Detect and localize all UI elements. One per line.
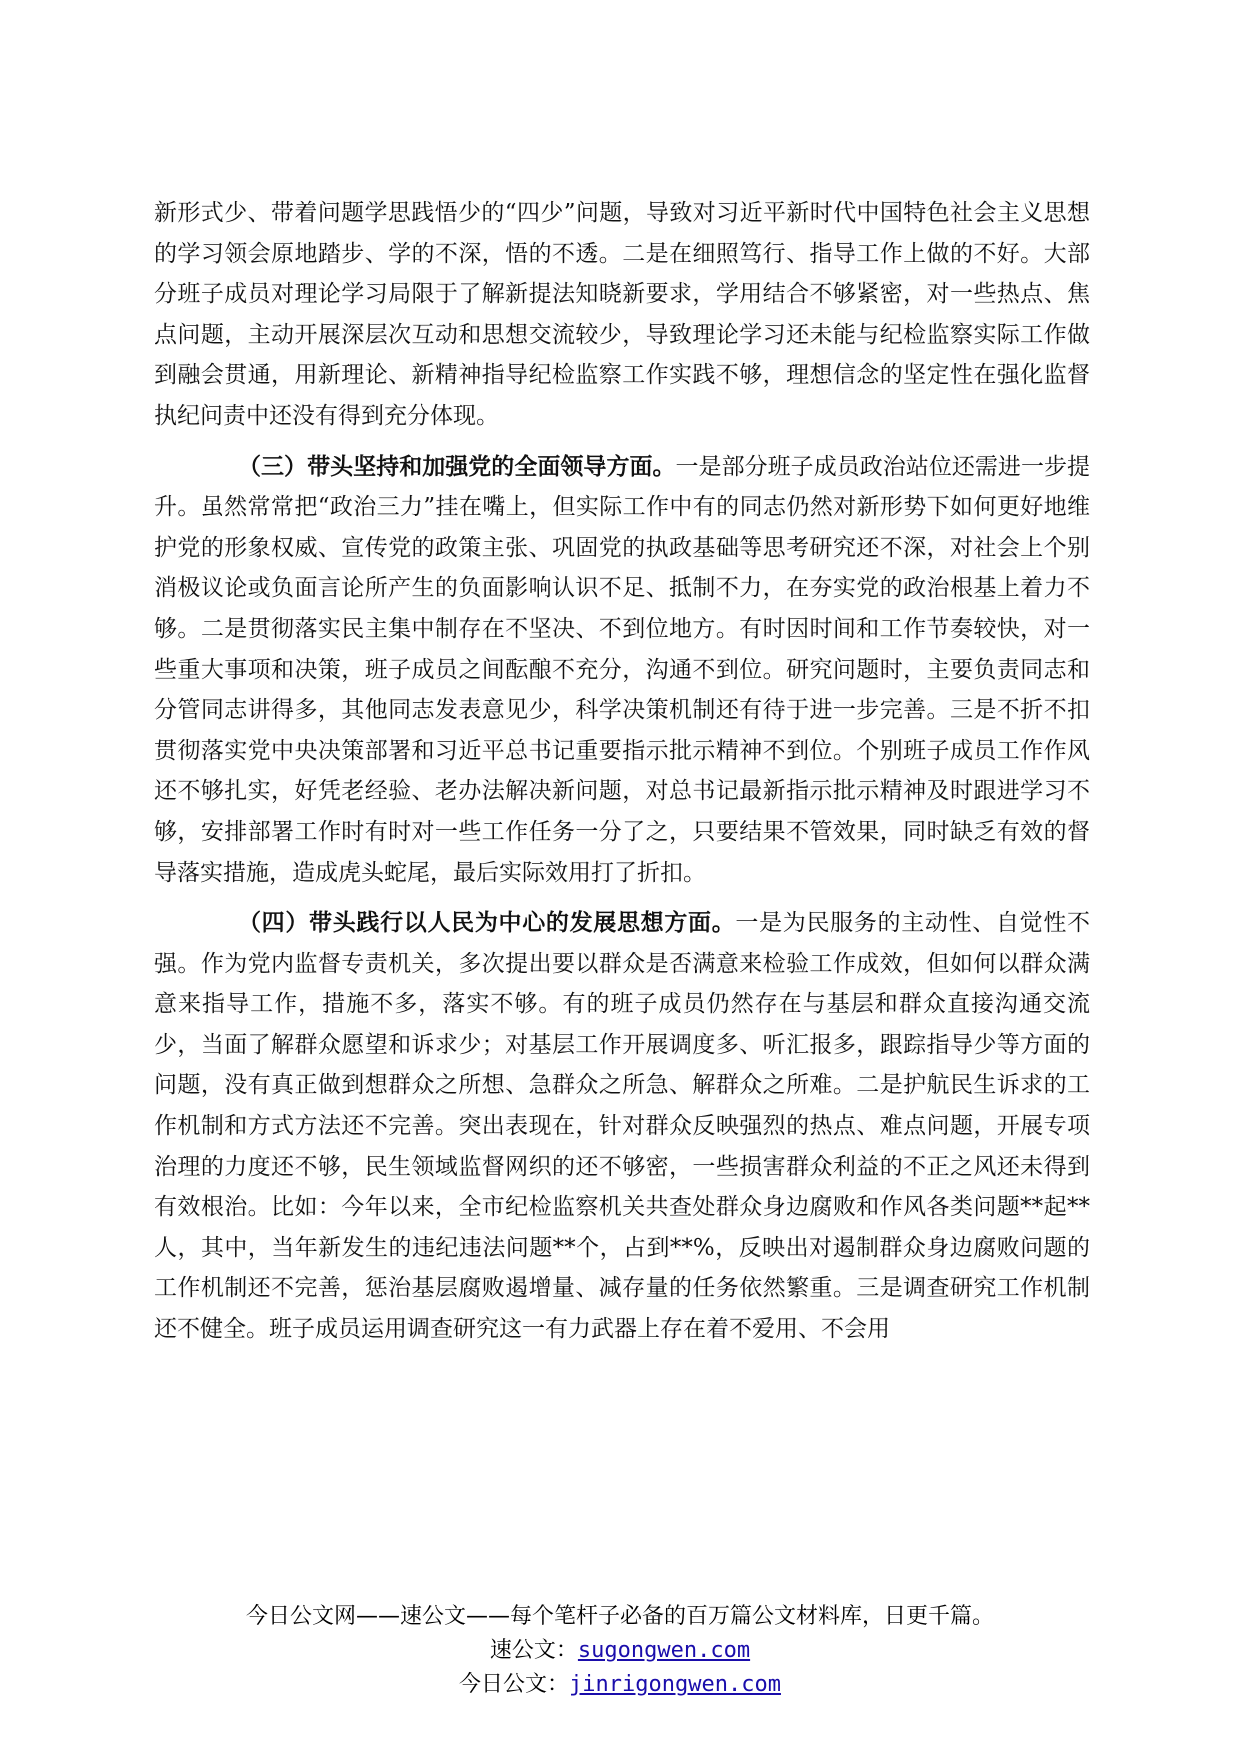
footer-site-jinrigongwen (0, 1668, 1240, 1702)
footer-slogan: 今日公文网——速公文——每个笔杆子必备的百万篇公文材料库，日更千篇。 (245, 1604, 994, 1629)
footer-link-jinrigongwen[interactable]: jinrigongwen.com (569, 1672, 781, 1697)
paragraph-text: 一是部分班子成员政治站位还需进一步提升。虽然常常把“政治三力”挂在嘴上，但实际工作中有的同志仍然对新形势下如何更好地维护党的形象权威、宣传党的政策主张、巩固党的执政基础等思考研究还不深，对社会上个别消极议论或负面言论所产生的负面影响认识不足、抵制不力，在夯实党的政治根基上着力不够。二是贯彻落实民主集中制存在不坚决、不到位地方。有时因时间和工作节奏较快，对一些重大事项和决策，班子成员之间酝酿不充分，沟通不到位。研究问题时，主要负责同志和分管同志讲得多，其他同志发表意见少，科学决策机制还有待于进一步完善。三是不折不扣贯彻落实党中央决策部署和习近平总书记重要指示批示精神不到位。个别班子成员工作作风还不够扎实，好凭老经验、老办法解决新问题，对总书记最新指示批示精神及时跟进学习不够，安排部署工作时有时对一些工作任务一分了之，只要结果不管效果，同时缺乏有效的督导落实措施，造成虎头蛇尾，最后实际效用打了折扣。 (154, 453, 1091, 886)
section-heading: （三）带头坚持和加强党的全面领导方面。 (238, 452, 676, 480)
footer-label: 今日公文： (459, 1672, 570, 1697)
page-footer (0, 1600, 1240, 1702)
paragraph-section-4 (154, 903, 1090, 1350)
footer-label: 速公文： (489, 1638, 578, 1663)
footer-site-sugongwen (0, 1634, 1240, 1668)
footer-link-sugongwen[interactable]: sugongwen.com (577, 1638, 751, 1663)
paragraph-text: 新形式少、带着问题学思践悟少的“四少”问题，导致对习近平新时代中国特色社会主义思想的学习领会原地踏步、学的不深，悟的不透。二是在细照笃行、指导工作上做的不好。大部分班子成员对理论学习局限于了解新提法知晓新要求，学用结合不够紧密，对一些热点、焦点问题，主动开展深层次互动和思想交流较少，导致理论学习还未能与纪检监察实际工作做到融会贯通，用新理论、新精神指导纪检监察工作实践不够，理想信念的坚定性在强化监督执纪问责中还没有得到充分体现。 (154, 200, 1090, 429)
document-body (154, 193, 1090, 1350)
paragraph-text: 一是为民服务的主动性、自觉性不强。作为党内监督专责机关，多次提出要以群众是否满意来检验工作成效，但如何以群众满意来指导工作，措施不多，落实不够。有的班子成员仍然存在与基层和群众直接沟通交流少，当面了解群众愿望和诉求少；对基层工作开展调度多、听汇报多，跟踪指导少等方面的问题，没有真正做到想群众之所想、急群众之所急、解群众之所难。二是护航民生诉求的工作机制和方式方法还不完善。突出表现在，针对群众反映强烈的热点、难点问题，开展专项治理的力度还不够，民生领域监督网织的还不够密，一些损害群众利益的不正之风还未得到有效根治。比如：今年以来，全市纪检监察机关共查处群众身边腐败和作风各类问题**起**人，其中，当年新发生的违纪违法问题**个，占到**%，反映出对遏制群众身边腐败问题的工作机制还不完善，惩治基层腐败遏增量、减存量的任务依然繁重。三是调查研究工作机制还不健全。班子成员运用调查研究这一有力武器上存在着不爱用、不会用 (154, 910, 1091, 1343)
section-heading: （四）带头践行以人民为中心的发展思想方面。 (238, 909, 736, 937)
paragraph-section-3 (154, 447, 1090, 894)
paragraph-continuation (154, 193, 1090, 437)
